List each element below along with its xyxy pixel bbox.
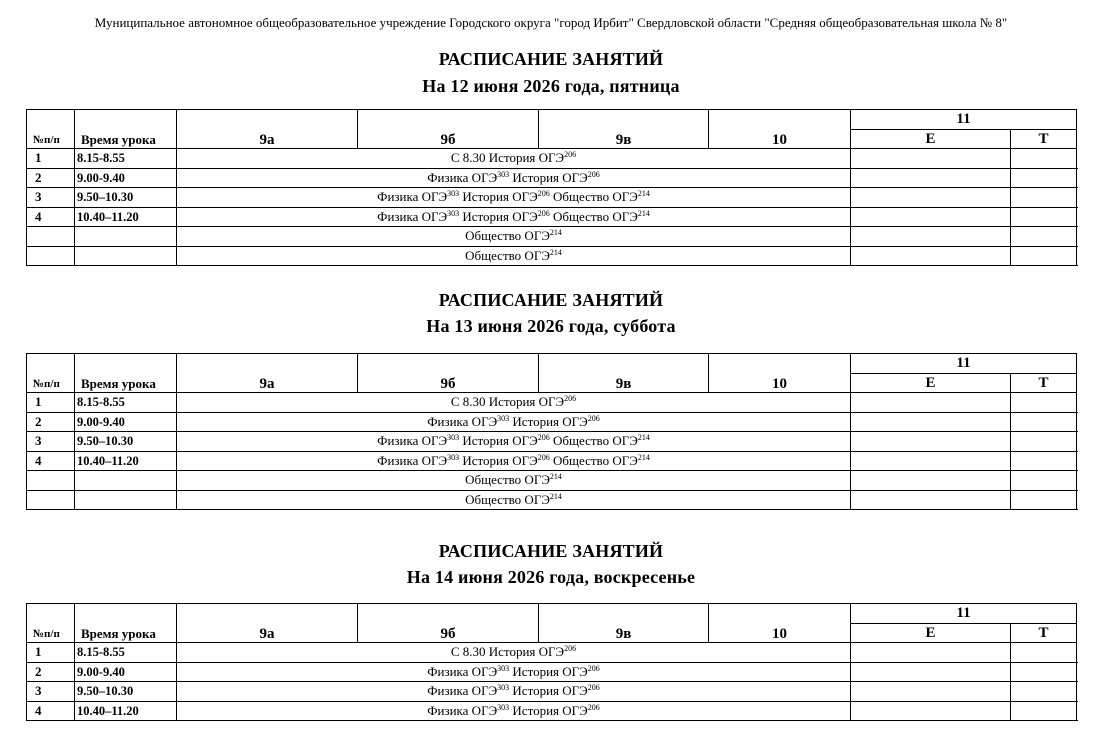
column-header-11e: Е: [851, 129, 1011, 149]
room-number: 303: [497, 702, 510, 712]
lesson-subjects: [177, 490, 851, 510]
table-row: [27, 643, 1077, 663]
cell-10: [851, 412, 1011, 432]
cell-11: [1011, 207, 1077, 227]
lesson-subjects: [177, 432, 851, 452]
lesson-subjects: [177, 207, 851, 227]
table-row: [27, 412, 1077, 432]
column-header-11e: Е: [851, 373, 1011, 393]
lesson-number: 4: [27, 207, 75, 227]
cell-10: [851, 471, 1011, 491]
column-header-9b: 9б: [358, 354, 539, 393]
room-number: 214: [637, 208, 650, 218]
lesson-subjects: [177, 643, 851, 663]
lesson-time: 10.40–11.20: [75, 451, 177, 471]
subject-name: История ОГЭ: [509, 169, 588, 185]
subject-name: Общество ОГЭ: [549, 433, 638, 449]
column-header-9a: 9а: [177, 604, 358, 643]
lesson-number: 1: [27, 393, 75, 413]
subject-name: Физика ОГЭ: [377, 208, 448, 224]
cell-11: [1011, 188, 1077, 208]
column-header-time: Время урока: [75, 110, 177, 149]
lesson-subjects: [177, 412, 851, 432]
column-header-11t: Т: [1011, 129, 1077, 149]
column-header-9a: 9а: [177, 354, 358, 393]
lesson-subjects: [177, 168, 851, 188]
cell-11: [1011, 701, 1077, 721]
lesson-time: 9.00-9.40: [75, 168, 177, 188]
lesson-subjects: [177, 227, 851, 247]
room-number: 206: [564, 150, 577, 160]
cell-11: [1011, 451, 1077, 471]
cell-11: [1011, 682, 1077, 702]
header-row: [27, 354, 1077, 374]
cell-10: [851, 662, 1011, 682]
column-header-11: 11: [851, 354, 1077, 374]
lesson-subjects: [177, 682, 851, 702]
schedule-table: [26, 353, 1077, 510]
cell-10: [851, 207, 1011, 227]
column-header-number: №п/п: [27, 110, 75, 149]
lesson-time: 9.50–10.30: [75, 188, 177, 208]
cell-10: [851, 682, 1011, 702]
lesson-time: 9.50–10.30: [75, 682, 177, 702]
column-header-11: 11: [851, 604, 1077, 624]
lesson-time: [75, 471, 177, 491]
header-row: [27, 110, 1077, 130]
cell-10: [851, 246, 1011, 266]
table-row: [27, 246, 1077, 266]
column-header-9a: 9а: [177, 110, 358, 149]
room-number: 206: [537, 433, 550, 443]
subject-name: История ОГЭ: [509, 413, 588, 429]
cell-10: [851, 643, 1011, 663]
room-number: 206: [587, 702, 600, 712]
subject-name: История ОГЭ: [459, 433, 538, 449]
table-row: [27, 471, 1077, 491]
lesson-time: 9.50–10.30: [75, 432, 177, 452]
lesson-time: 9.00-9.40: [75, 662, 177, 682]
subject-name: Общество ОГЭ: [549, 189, 638, 205]
cell-11: [1011, 432, 1077, 452]
lesson-time: 8.15-8.55: [75, 149, 177, 169]
lesson-number: 2: [27, 662, 75, 682]
cell-11: [1011, 246, 1077, 266]
schedule-title: РАСПИСАНИЕ ЗАНЯТИЙ: [438, 49, 664, 69]
room-number: 214: [549, 491, 562, 501]
schedule-date: На 14 июня 2026 года, воскресенье: [406, 567, 696, 587]
schedule-date: На 13 июня 2026 года, суббота: [426, 316, 676, 336]
subject-name: Физика ОГЭ: [427, 169, 498, 185]
column-header-11t: Т: [1011, 373, 1077, 393]
cell-10: [851, 227, 1011, 247]
lesson-subjects: [177, 393, 851, 413]
column-header-9b: 9б: [358, 110, 539, 149]
lesson-number: 4: [27, 451, 75, 471]
column-header-time: Время урока: [75, 354, 177, 393]
subject-name: Физика ОГЭ: [377, 452, 448, 468]
table-row: [27, 682, 1077, 702]
table-row: [27, 490, 1077, 510]
lesson-number: 2: [27, 412, 75, 432]
room-number: 303: [497, 169, 510, 179]
table-row: [27, 207, 1077, 227]
header-row: [27, 604, 1077, 624]
lesson-time: 10.40–11.20: [75, 701, 177, 721]
room-number: 206: [537, 208, 550, 218]
room-number: 206: [537, 189, 550, 199]
column-header-9v: 9в: [539, 604, 709, 643]
table-row: [27, 432, 1077, 452]
cell-10: [851, 451, 1011, 471]
lesson-number: 3: [27, 432, 75, 452]
lesson-number: 3: [27, 188, 75, 208]
cell-10: [851, 432, 1011, 452]
schedule-title: РАСПИСАНИЕ ЗАНЯТИЙ: [438, 290, 664, 310]
subject-name: Общество ОГЭ: [465, 228, 550, 244]
lesson-time: 10.40–11.20: [75, 207, 177, 227]
room-number: 303: [447, 452, 460, 462]
schedule-table: [26, 603, 1077, 721]
cell-11: [1011, 471, 1077, 491]
room-number: 303: [497, 663, 510, 673]
lesson-subjects: [177, 451, 851, 471]
room-number: 206: [564, 394, 577, 404]
subject-name: Физика ОГЭ: [377, 189, 448, 205]
cell-10: [851, 490, 1011, 510]
room-number: 303: [447, 189, 460, 199]
subject-name: Физика ОГЭ: [427, 702, 498, 718]
lesson-subjects: [177, 701, 851, 721]
subject-name: Физика ОГЭ: [427, 413, 498, 429]
room-number: 206: [587, 663, 600, 673]
lesson-time: 9.00-9.40: [75, 412, 177, 432]
lesson-number: [27, 471, 75, 491]
subject-name: Общество ОГЭ: [549, 208, 638, 224]
subject-name: Физика ОГЭ: [427, 683, 498, 699]
cell-10: [851, 701, 1011, 721]
room-number: 214: [637, 189, 650, 199]
cell-10: [851, 168, 1011, 188]
subject-name: С 8.30 История ОГЭ: [450, 394, 565, 410]
table-row: [27, 393, 1077, 413]
cell-10: [851, 149, 1011, 169]
lesson-time: [75, 490, 177, 510]
cell-11: [1011, 168, 1077, 188]
subject-name: Физика ОГЭ: [427, 663, 498, 679]
column-header-10: 10: [709, 354, 851, 393]
organization-name: Муниципальное автономное общеобразовательное учреждение Городского округа "город Ирбит" Свердловской области "Средняя общеобразовательная школа № 8": [94, 15, 1008, 30]
subject-name: С 8.30 История ОГЭ: [450, 150, 565, 166]
subject-name: Общество ОГЭ: [465, 472, 550, 488]
table-row: [27, 451, 1077, 471]
lesson-subjects: [177, 149, 851, 169]
column-header-9v: 9в: [539, 110, 709, 149]
room-number: 303: [497, 683, 510, 693]
lesson-number: 3: [27, 682, 75, 702]
subject-name: Общество ОГЭ: [549, 452, 638, 468]
lesson-time: 8.15-8.55: [75, 643, 177, 663]
column-header-9b: 9б: [358, 604, 539, 643]
subject-name: С 8.30 История ОГЭ: [450, 644, 565, 660]
column-header-time: Время урока: [75, 604, 177, 643]
column-header-11: 11: [851, 110, 1077, 130]
lesson-number: 4: [27, 701, 75, 721]
lesson-number: 2: [27, 168, 75, 188]
room-number: 206: [564, 644, 577, 654]
cell-11: [1011, 643, 1077, 663]
cell-11: [1011, 662, 1077, 682]
lesson-number: [27, 246, 75, 266]
table-row: [27, 149, 1077, 169]
lesson-number: [27, 490, 75, 510]
column-header-11t: Т: [1011, 623, 1077, 643]
cell-10: [851, 188, 1011, 208]
schedule-date: На 12 июня 2026 года, пятница: [422, 76, 680, 96]
room-number: 214: [549, 247, 562, 257]
room-number: 214: [637, 452, 650, 462]
cell-11: [1011, 149, 1077, 169]
table-row: [27, 662, 1077, 682]
room-number: 206: [587, 683, 600, 693]
lesson-time: 8.15-8.55: [75, 393, 177, 413]
room-number: 214: [549, 228, 562, 238]
lesson-time: [75, 246, 177, 266]
room-number: 206: [587, 413, 600, 423]
cell-10: [851, 393, 1011, 413]
lesson-number: [27, 227, 75, 247]
room-number: 206: [587, 169, 600, 179]
column-header-11e: Е: [851, 623, 1011, 643]
subject-name: Физика ОГЭ: [377, 433, 448, 449]
subject-name: История ОГЭ: [509, 683, 588, 699]
column-header-10: 10: [709, 110, 851, 149]
cell-11: [1011, 412, 1077, 432]
room-number: 303: [447, 208, 460, 218]
room-number: 214: [637, 433, 650, 443]
cell-11: [1011, 393, 1077, 413]
lesson-subjects: [177, 188, 851, 208]
room-number: 214: [549, 472, 562, 482]
cell-11: [1011, 490, 1077, 510]
subject-name: История ОГЭ: [459, 208, 538, 224]
subject-name: Общество ОГЭ: [465, 247, 550, 263]
table-row: [27, 168, 1077, 188]
subject-name: История ОГЭ: [459, 189, 538, 205]
table-row: [27, 227, 1077, 247]
table-row: [27, 188, 1077, 208]
column-header-number: №п/п: [27, 354, 75, 393]
lesson-subjects: [177, 662, 851, 682]
lesson-number: 1: [27, 643, 75, 663]
table-row: [27, 701, 1077, 721]
schedule-table: [26, 109, 1077, 266]
column-header-9v: 9в: [539, 354, 709, 393]
room-number: 303: [447, 433, 460, 443]
column-header-10: 10: [709, 604, 851, 643]
subject-name: История ОГЭ: [509, 702, 588, 718]
subject-name: История ОГЭ: [459, 452, 538, 468]
subject-name: История ОГЭ: [509, 663, 588, 679]
schedule-title: РАСПИСАНИЕ ЗАНЯТИЙ: [438, 541, 664, 561]
lesson-number: 1: [27, 149, 75, 169]
cell-11: [1011, 227, 1077, 247]
lesson-time: [75, 227, 177, 247]
room-number: 303: [497, 413, 510, 423]
lesson-subjects: [177, 471, 851, 491]
lesson-subjects: [177, 246, 851, 266]
room-number: 206: [537, 452, 550, 462]
subject-name: Общество ОГЭ: [465, 491, 550, 507]
column-header-number: №п/п: [27, 604, 75, 643]
